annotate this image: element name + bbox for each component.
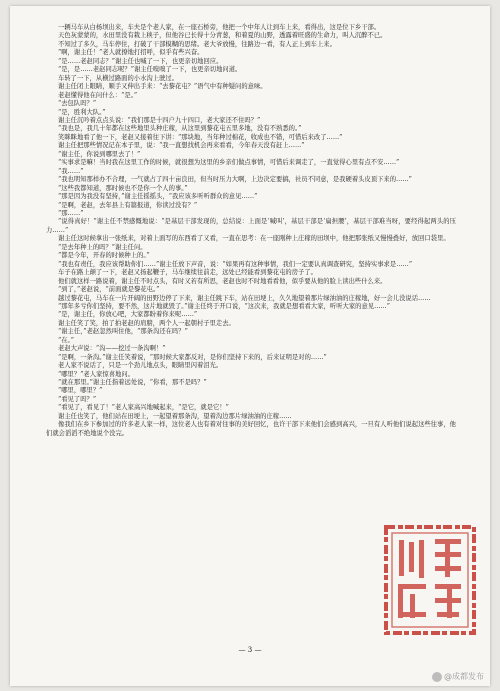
paragraph: “那年多亏你们坚持，要不然，这片地就毁了。”谢主任终于开口说，“这次来，我就是想看看大家，听听大家的意见……” xyxy=(58,302,390,310)
paragraph: “哪里，哪里？” xyxy=(58,387,103,395)
paragraph: 笑眯眯地看了他一下，老赵又接着往下讲：“那块地，当年种过棉花，收成也不错，可惜后来改了……” xyxy=(58,133,343,141)
newspaper-seal-stamp xyxy=(383,524,477,636)
article-body xyxy=(46,24,456,438)
paragraph: 谢主任沉吟着点点头说：“我们那是十四户九十四口，老大家还不住吗？” xyxy=(58,116,261,124)
paragraph: “谢主任，”老赵忽然叫住他，“那条沟还在吗？” xyxy=(58,328,188,336)
paragraph: “是去年种上的吗？”谢主任问。 xyxy=(58,243,147,251)
paragraph: “哪里？”老人家惊喜地问。 xyxy=(58,370,134,378)
paragraph: 一辆马车从白杨坝出来，车夫是个老人家，在一座石桥旁，他把一个中年人让到车上来，看得出，这是位下乡干部。 xyxy=(58,24,381,31)
paragraph: “是啊，老赵，去年县上有篇报道，你读过没有？” xyxy=(58,201,198,209)
paragraph: “是，胜利大队。” xyxy=(58,108,106,116)
paragraph: “那是因为我没有坚持，”谢主任摇摇头，“我应该多听听群众的意见……” xyxy=(58,193,258,201)
paragraph: 老赵大声说：“沟——挖过一条沟啊！” xyxy=(58,345,166,353)
paragraph: 谢主任把那些情况记在本子里，说：“我一直想找机会再来看看，今年春天没有赶上……” xyxy=(58,142,305,150)
watermark xyxy=(432,671,484,682)
paragraph: “在。” xyxy=(58,336,74,344)
paragraph: 他们就这样一路说着，谢主任不时点头，有时又若有所思，老赵也时不时地看看他，似乎要从他的脸上读出些什么来。 xyxy=(58,277,387,285)
paragraph: “就在那里。”谢主任指着远处说，“你看，那不是吗？” xyxy=(58,379,207,387)
paragraph: 车子在路上颠了一下，老赵又扬起鞭子，马车继续往前走，远处已经能看到黎花屯的房子了。 xyxy=(58,269,317,277)
paragraph: 谢主任也笑了，他们站在田埂上，一起望着那条沟，望着沟边那片绿油油的庄稼…… xyxy=(58,412,292,420)
paragraph: 不知过了多久，马车停住，打破了干部模糊的思绪。老大爷放慢，往路边一看，有人正上到车上来。 xyxy=(58,40,336,48)
paragraph: 天色灰蒙蒙的，水田里没有栽上秧子，但他谷已长得十分青葱，和着夏的山野，透露着旺盛的生命力，叫人沉醉不已。 xyxy=(58,32,387,40)
page-number: — 3 — xyxy=(238,646,262,654)
weibo-icon xyxy=(432,672,442,682)
paragraph: “那……” xyxy=(58,209,84,217)
paragraph: “我也有责任，我应该帮助你们……”谢主任放下声音，说：“如果再有这种事情，我们一定要认真调查研究，坚持实事求是……” xyxy=(58,260,413,268)
paragraph: 谢主任这时候拿出一张纸来，对着上面写的东西看了又看，一直在思考：在一座刚种上庄稼的田坝中，他把那张纸又慢慢叠好，放回口袋里。 xyxy=(58,235,450,243)
paragraph: “去包队吗？” xyxy=(58,100,97,108)
paragraph: “看见了，看见了！”老人家高兴地喊起来，“是它，就是它！” xyxy=(58,404,229,412)
document-page xyxy=(10,6,490,686)
paragraph: “我也明知那样办不合理，一气就占了四十亩良田，但当时压力大啊，上边决定要搞，社员不同意，是我硬着头皮顶下来的……” xyxy=(58,176,412,184)
paragraph: “谢主任，你说到哪里去了！” xyxy=(58,150,141,158)
paragraph: “实事求是嘛！当时我在这里工作的时候，就很想为这里的乡亲们做点事情，可惜后来调走了，一直觉得心里有点不安……” xyxy=(58,159,400,167)
paragraph: “我……” xyxy=(58,167,84,175)
paragraph: “是，是……老赵同志呢？”谢主任嗅嗅了一下，也更亲切地问道。 xyxy=(58,66,242,74)
paragraph: 谢主任闭上眼睛，顺手又伸出手来：“去黎花屯？”语气中有种疑问的意味。 xyxy=(58,83,267,91)
paragraph: “是……老赵同志？”谢主任也喊了一下，也更亲切地回应。 xyxy=(58,57,223,65)
paragraph: “这些我都知道，那时候也不是你一个人的事。” xyxy=(58,184,188,192)
paragraph: “都是今年，开春的时候种上的。” xyxy=(58,252,150,260)
paragraph: 越过黎花屯，马车在一片开阔的田野边停了下来，谢主任跳下车，站在田埂上，久久地望着那片绿油油的庄稼地，好一会儿没说话…… xyxy=(58,294,431,302)
paragraph: 谢主任笑了笑，拍了拍老赵的肩膀，两个人一起朝村子里走去。 xyxy=(58,319,235,327)
paragraph: 老人家不说话了，只是一个劲儿地点头，眼睛里闪着泪光。 xyxy=(58,362,223,370)
paragraph: “说得真好！”谢主任不禁感慨地说：“是基层干部发现的，总结说：上面是‘喊叫’，基层干部是‘扁担腰’，基层干部难当呀，要经得起两头的压力……” xyxy=(46,218,456,234)
paragraph: 像我们在乡下参加过的许多老人家一样，这位老人也有着对往事的美好回忆，也许干部下来他们会感到高兴，一旦有人听他们说起这些往事，他们就会滔滔不绝地说个没完。 xyxy=(46,421,456,437)
paragraph: “啊，谢主任！”老人就撩地打招呼，似乎有些兴奋。 xyxy=(58,49,204,57)
paragraph: “是，谢主任，你放心吧，大家都盼着你来呢……” xyxy=(58,311,198,319)
paragraph: “看见了吗？” xyxy=(58,395,97,403)
paragraph: “我也是，我几十年都在这些地里头种庄稼，从这里到黎花屯五里多地，没有不熟悉的。” xyxy=(58,125,302,133)
paragraph: 老赵懂得他在问什么：“是。” xyxy=(58,91,138,99)
paragraph: “到了，”老赵说，“前面就是黎花屯。” xyxy=(58,286,160,294)
paragraph: 车转了一下，从横过路面的小水沟上驶过。 xyxy=(58,74,179,82)
paragraph: “是啊，一条沟。”谢主任笑着说，“那时候大家都反对，是你们坚持下来的，后来证明是对的……” xyxy=(58,353,327,361)
watermark-text: @成都发布 xyxy=(444,672,484,681)
